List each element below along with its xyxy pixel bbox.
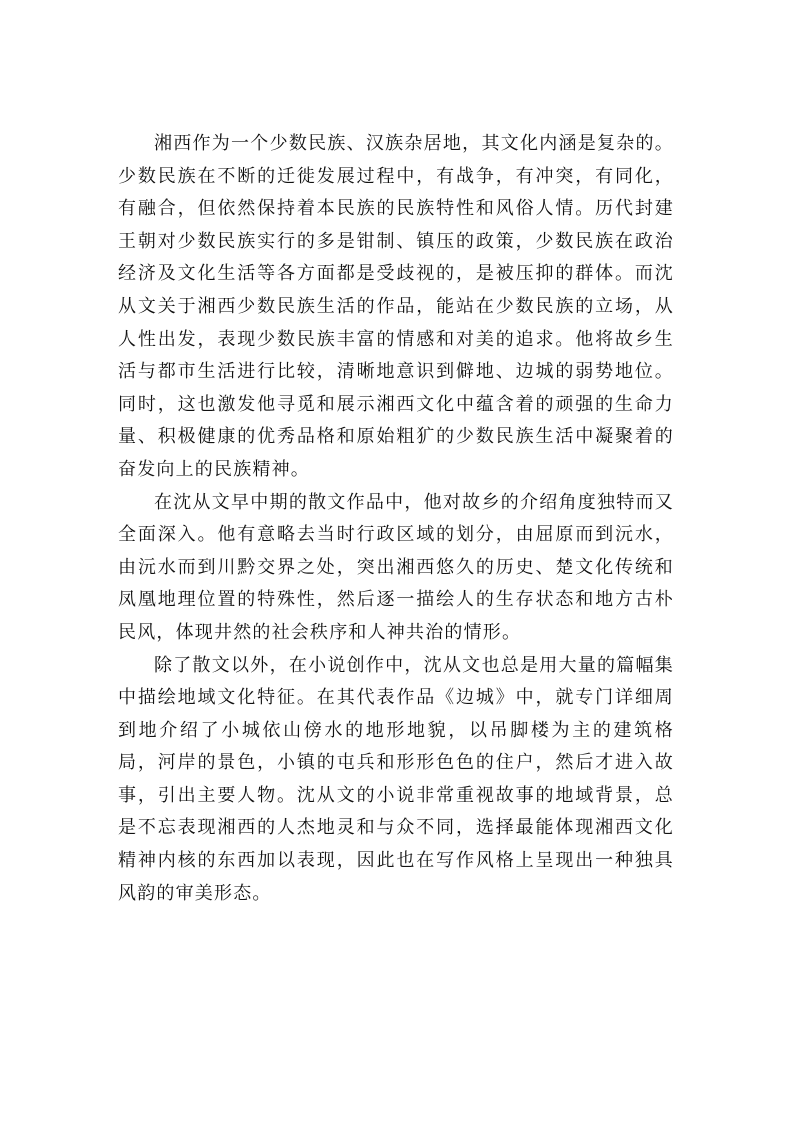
paragraph-3: 除了散文以外，在小说创作中，沈从文也总是用大量的篇幅集中描绘地域文化特征。在其代表作品《边城》中，就专门详细周到地介绍了小城依山傍水的地形地貌，以吊脚楼为主的建筑格局，河岸的景色，小镇的屯兵和形形色色的住户，然后才进入故事，引出主要人物。沈从文的小说非常重视故事的地域背景，总是不忘表现湘西的人杰地灵和与众不同，选择最能体现湘西文化精神内核的东西加以表现，因此也在写作风格上呈现出一种独具风韵的审美形态。 bbox=[118, 654, 674, 904]
document-body bbox=[118, 128, 674, 910]
paragraph-2: 在沈从文早中期的散文作品中，他对故乡的介绍角度独特而又全面深入。他有意略去当时行政区域的划分，由屈原而到沅水，由沅水而到川黔交界之处，突出湘西悠久的历史、楚文化传统和凤凰地理位置的特殊性，然后逐一描绘人的生存状态和地方古朴民风，体现井然的社会秩序和人神共治的情形。 bbox=[118, 491, 674, 643]
paragraph-1: 湘西作为一个少数民族、汉族杂居地，其文化内涵是复杂的。少数民族在不断的迁徙发展过程中，有战争，有冲突，有同化，有融合，但依然保持着本民族的民族特性和风俗人情。历代封建王朝对少数民族实行的多是钳制、镇压的政策，少数民族在政治经济及文化生活等各方面都是受歧视的，是被压抑的群体。而沈从文关于湘西少数民族生活的作品，能站在少数民族的立场，从人性出发，表现少数民族丰富的情感和对美的追求。他将故乡生活与都市生活进行比较，清晰地意识到僻地、边城的弱势地位。同时，这也激发他寻觅和展示湘西文化中蕴含着的顽强的生命力量、积极健康的优秀品格和原始粗犷的少数民族生活中凝聚着的奋发向上的民族精神。 bbox=[118, 133, 674, 480]
